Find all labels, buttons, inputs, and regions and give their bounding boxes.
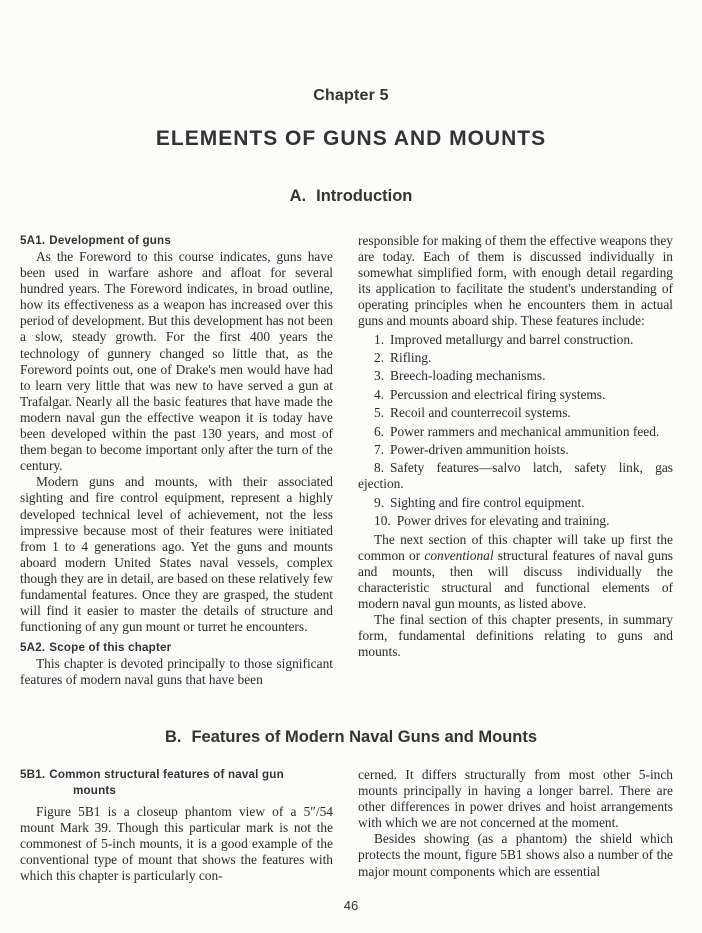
list-item: 7. Power-driven ammunition hoists. <box>374 441 569 457</box>
chapter-title: ELEMENTS OF GUNS AND MOUNTS <box>155 127 547 150</box>
subsection-heading-5a1 <box>20 233 333 249</box>
subsection-heading-5b1 <box>20 767 333 783</box>
list-item: 9. Sighting and fire control equipment. <box>374 494 585 510</box>
section-a-right-column <box>358 233 673 660</box>
paragraph: The next section of this chapter will take up first the common or conventional structural features of naval guns and mounts, then will discuss individually the characteristic structural and functional elements of modern naval gun mounts, as listed above. <box>358 531 673 611</box>
paragraph: This chapter is devoted principally to those significant features of modern naval guns that have been <box>20 656 333 688</box>
paragraph-continued: responsible for making of them the effective weapons they are today. Each of them is discussed individually in somewhat simplified form, with enough detail regarding its application to facilitate the student's understanding of operating principles when he encounters them in actual guns and mounts aboard ship. These features include: <box>358 233 673 329</box>
list-item: 2. Rifling. <box>374 349 432 365</box>
chapter-label: Chapter 5 <box>313 87 389 104</box>
list-item: 1. Improved metallurgy and barrel construction. <box>374 331 634 347</box>
list-item: 6. Power rammers and mechanical ammunition feed. <box>374 423 660 439</box>
subsection-title: Common structural features of naval gun <box>49 768 284 781</box>
section-a-left-column <box>20 233 333 688</box>
paragraph: Besides showing (as a phantom) the shield which protects the mount, figure 5B1 shows also a number of the major mount components which are essential <box>358 831 673 879</box>
features-list <box>358 332 673 530</box>
section-letter: A. <box>289 187 307 205</box>
subsection-number: 5B1. <box>20 768 46 781</box>
paragraph: Figure 5B1 is a closeup phantom view of a 5″/54 mount Mark 39. Though this particular mark is not the commonest of 5-inch mounts, it is a good example of the conventional type of mount that shows the features with which this chapter is particularly con- <box>20 804 333 884</box>
section-heading-features <box>0 728 702 747</box>
list-item: 3. Breech-loading mechanisms. <box>374 368 546 384</box>
list-item: 10. Power drives for elevating and training. <box>374 513 610 529</box>
subsection-title-continued: mounts <box>73 784 117 797</box>
section-title: Features of Modern Naval Guns and Mounts <box>191 728 538 746</box>
section-title: Introduction <box>316 187 413 205</box>
subsection-heading-5a2 <box>20 640 333 656</box>
section-letter: B. <box>164 728 182 746</box>
list-item: 5. Recoil and counterrecoil systems. <box>374 405 571 421</box>
subsection-title: Development of guns <box>49 234 171 247</box>
list-item: 8. Safety features—salvo latch, safety link, gas ejection. <box>358 460 673 492</box>
section-b-right-column <box>358 767 673 880</box>
subsection-number: 5A2. <box>20 641 46 655</box>
section-b-left-column <box>20 767 333 884</box>
page-number: 46 <box>343 898 359 913</box>
paragraph: The final section of this chapter presents, in summary form, fundamental definitions relating to guns and mounts. <box>358 612 673 660</box>
list-item: 4. Percussion and electrical firing systems. <box>374 386 606 402</box>
paragraph-continued: cerned. It differs structurally from most other 5-inch mounts principally in having a longer barrel. There are other differences in power drives and hoist arrangements with which we are not concerned at the moment. <box>358 767 673 831</box>
paragraph: Modern guns and mounts, with their associated sighting and fire control equipment, represent a highly developed technical level of achievement, not the less impressive because most of their features were initiated from 1 to 4 generations ago. Yet the guns and mounts aboard modern United States naval vessels, complex though they are in detail, are based on these relatively few fundamental features. Once they are grasped, the student will find it easier to master the details of structure and functioning of any gun mount or turret he encounters. <box>20 474 333 635</box>
section-heading-introduction <box>0 187 702 206</box>
emphasis: conventional <box>424 547 494 563</box>
subsection-number: 5A1. <box>20 234 46 247</box>
subsection-title: Scope of this chapter <box>49 641 172 655</box>
paragraph: As the Foreword to this course indicates, guns have been used in warfare ashore and afloat for several hundred years. The Foreword indicates, in broad outline, how its effectiveness as a weapon has increased over this period of development. But this development has not been a slow, steady growth. For the first 400 years the technology of gunnery changed so little that, as the Foreword points out, one of Drake's men would have had to learn very little that was new to have served a gun at Trafalgar. Nearly all the basic features that have made the modern naval gun the effective weapon it is today have been developed within the past 130 years, and most of them began to become important only after the turn of the century. <box>20 249 333 474</box>
